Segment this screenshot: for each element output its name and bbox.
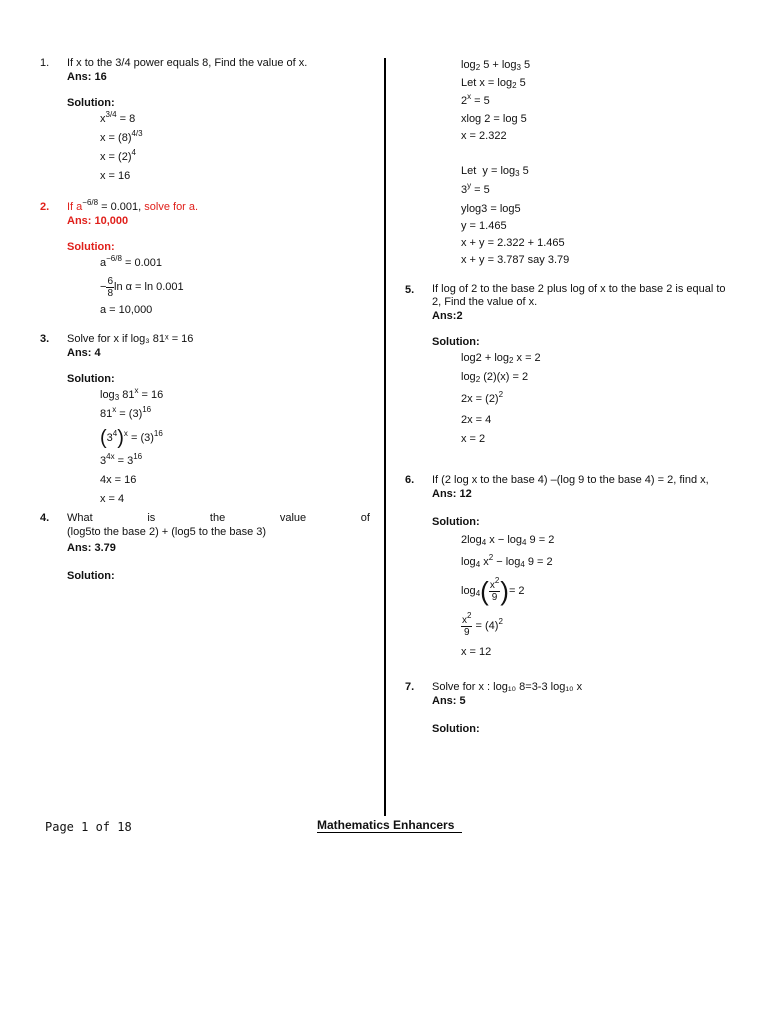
answer: Ans: 12 — [432, 488, 472, 500]
question-text: Solve for x : log₁₀ 8=3-3 log₁₀ x — [432, 681, 583, 693]
question-6 — [405, 473, 735, 487]
step-2: $x = (8)^{4/3}$ — [100, 129, 143, 144]
solution-label: Solution: — [432, 516, 480, 528]
solution-label: Solution: — [67, 373, 115, 385]
step-1: $\log_3 81^x = 16$ — [100, 386, 164, 402]
step-5: x = 2 — [461, 433, 486, 445]
step-2: Let $x = \log_2 5$ — [461, 77, 526, 90]
solution-steps — [100, 254, 370, 320]
answer: Ans: 3.79 — [67, 542, 116, 554]
step-4: 2x = 4 — [461, 414, 492, 426]
continued-solution — [461, 56, 735, 269]
step-4: $3^{4x} = 3^{16}$ — [100, 452, 143, 467]
document-title: Mathematics Enhancers — [317, 818, 462, 833]
question-number: 7. — [405, 681, 415, 693]
solution-label: Solution: — [432, 336, 480, 348]
step-2: − $\frac{6}{8}$ ln α = ln 0.001 — [100, 275, 184, 299]
step-1: $x^{3/4} = 8$ — [100, 110, 136, 125]
question-7 — [405, 680, 735, 694]
question-number: 1. — [40, 57, 50, 69]
step-3: $x = (2)^4$ — [100, 148, 136, 163]
question-1 — [40, 56, 370, 70]
column-divider — [384, 58, 386, 816]
solution-steps — [100, 386, 370, 509]
step-9: y = 1.465 — [461, 220, 507, 232]
right-column — [405, 56, 735, 736]
question-text-line1: What is the value of — [67, 512, 370, 524]
step-3: a = 10,000 — [100, 304, 153, 316]
step-11: x + y = 3.787 say 3.79 — [461, 254, 570, 266]
step-3: $(3^4)^x = (3)^{16}$ — [100, 427, 163, 450]
step-4: x = 16 — [100, 170, 131, 182]
step-7: $3^y = 5$ — [461, 181, 490, 196]
step-4: xlog 2 = log 5 — [461, 113, 527, 125]
question-text-line2: (log5to the base 2) + (log5 to the base 3) — [67, 526, 267, 538]
step-2: $81^x = (3)^{16}$ — [100, 405, 152, 420]
solution-label: Solution: — [432, 723, 480, 735]
question-text: If (2 log x to the base 4) –(log 9 to the base 4) = 2, find x, — [432, 474, 709, 486]
solution-steps — [100, 110, 370, 186]
step-10: x + y = 2.322 + 1.465 — [461, 237, 565, 249]
solution-label: Solution: — [67, 97, 115, 109]
step-5: 4x = 16 — [100, 474, 137, 486]
solution-label: Solution: — [67, 570, 115, 582]
question-number: 6. — [405, 474, 415, 486]
question-number: 2. — [40, 201, 50, 213]
step-1: $\log_2 5 + \log_3 5$ — [461, 59, 531, 72]
question-5 — [405, 283, 735, 309]
question-number: 4. — [40, 512, 50, 524]
step-1: $\log 2 + \log_2 x = 2$ — [461, 352, 541, 365]
step-3: $\log_4$( $\frac{x^2}{9}$ )= 2 — [461, 575, 525, 607]
solution-label: Solution: — [67, 241, 115, 253]
answer: Ans: 10,000 — [67, 215, 129, 227]
solution-steps — [461, 349, 735, 449]
step-2: $\log_2 (2)(x) = 2$ — [461, 371, 529, 384]
question-4 — [40, 511, 370, 525]
step-1: $a^{-6/8} = 0.001$ — [100, 254, 162, 269]
left-column — [40, 56, 370, 583]
answer: Ans: 16 — [67, 71, 107, 83]
step-8: ylog3 = log5 — [461, 203, 521, 215]
question-2 — [40, 200, 370, 214]
step-6: Let $y = \log_3 5$ — [461, 165, 529, 178]
question-text: If log of 2 to the base 2 plus log of x to the base 2 is equal to 2, Find the value of x. — [432, 283, 726, 308]
answer: Ans: 4 — [67, 347, 101, 359]
question-3 — [40, 332, 370, 346]
question-text: Solve for x if log₃ 81ˣ = 16 — [67, 333, 194, 345]
solution-steps — [461, 529, 735, 662]
step-2: $\log_4 x^2 - \log_4 9 = 2$ — [461, 553, 553, 569]
question-text: If $a^{-6/8} = 0.001$, solve for a. — [67, 198, 199, 213]
step-3: $2x = (2)^2$ — [461, 390, 504, 405]
answer: Ans: 5 — [432, 695, 466, 707]
step-6: x = 4 — [100, 493, 125, 505]
question-number: 3. — [40, 333, 50, 345]
answer: Ans:2 — [432, 310, 463, 322]
page-number: Page 1 of 18 — [45, 820, 132, 834]
question-text: If x to the 3/4 power equals 8, Find the value of x. — [67, 57, 308, 69]
question-number: 5. — [405, 284, 415, 296]
step-4: $\frac{x^2}{9}$ = $(4)^2$ — [462, 610, 503, 638]
step-5: x = 2.322 — [461, 130, 507, 142]
step-5: x = 12 — [461, 646, 492, 658]
step-1: $2\log_4$ $x - \log_4 9 = 2$ — [461, 534, 555, 547]
step-3: $2^x = 5$ — [461, 92, 490, 107]
